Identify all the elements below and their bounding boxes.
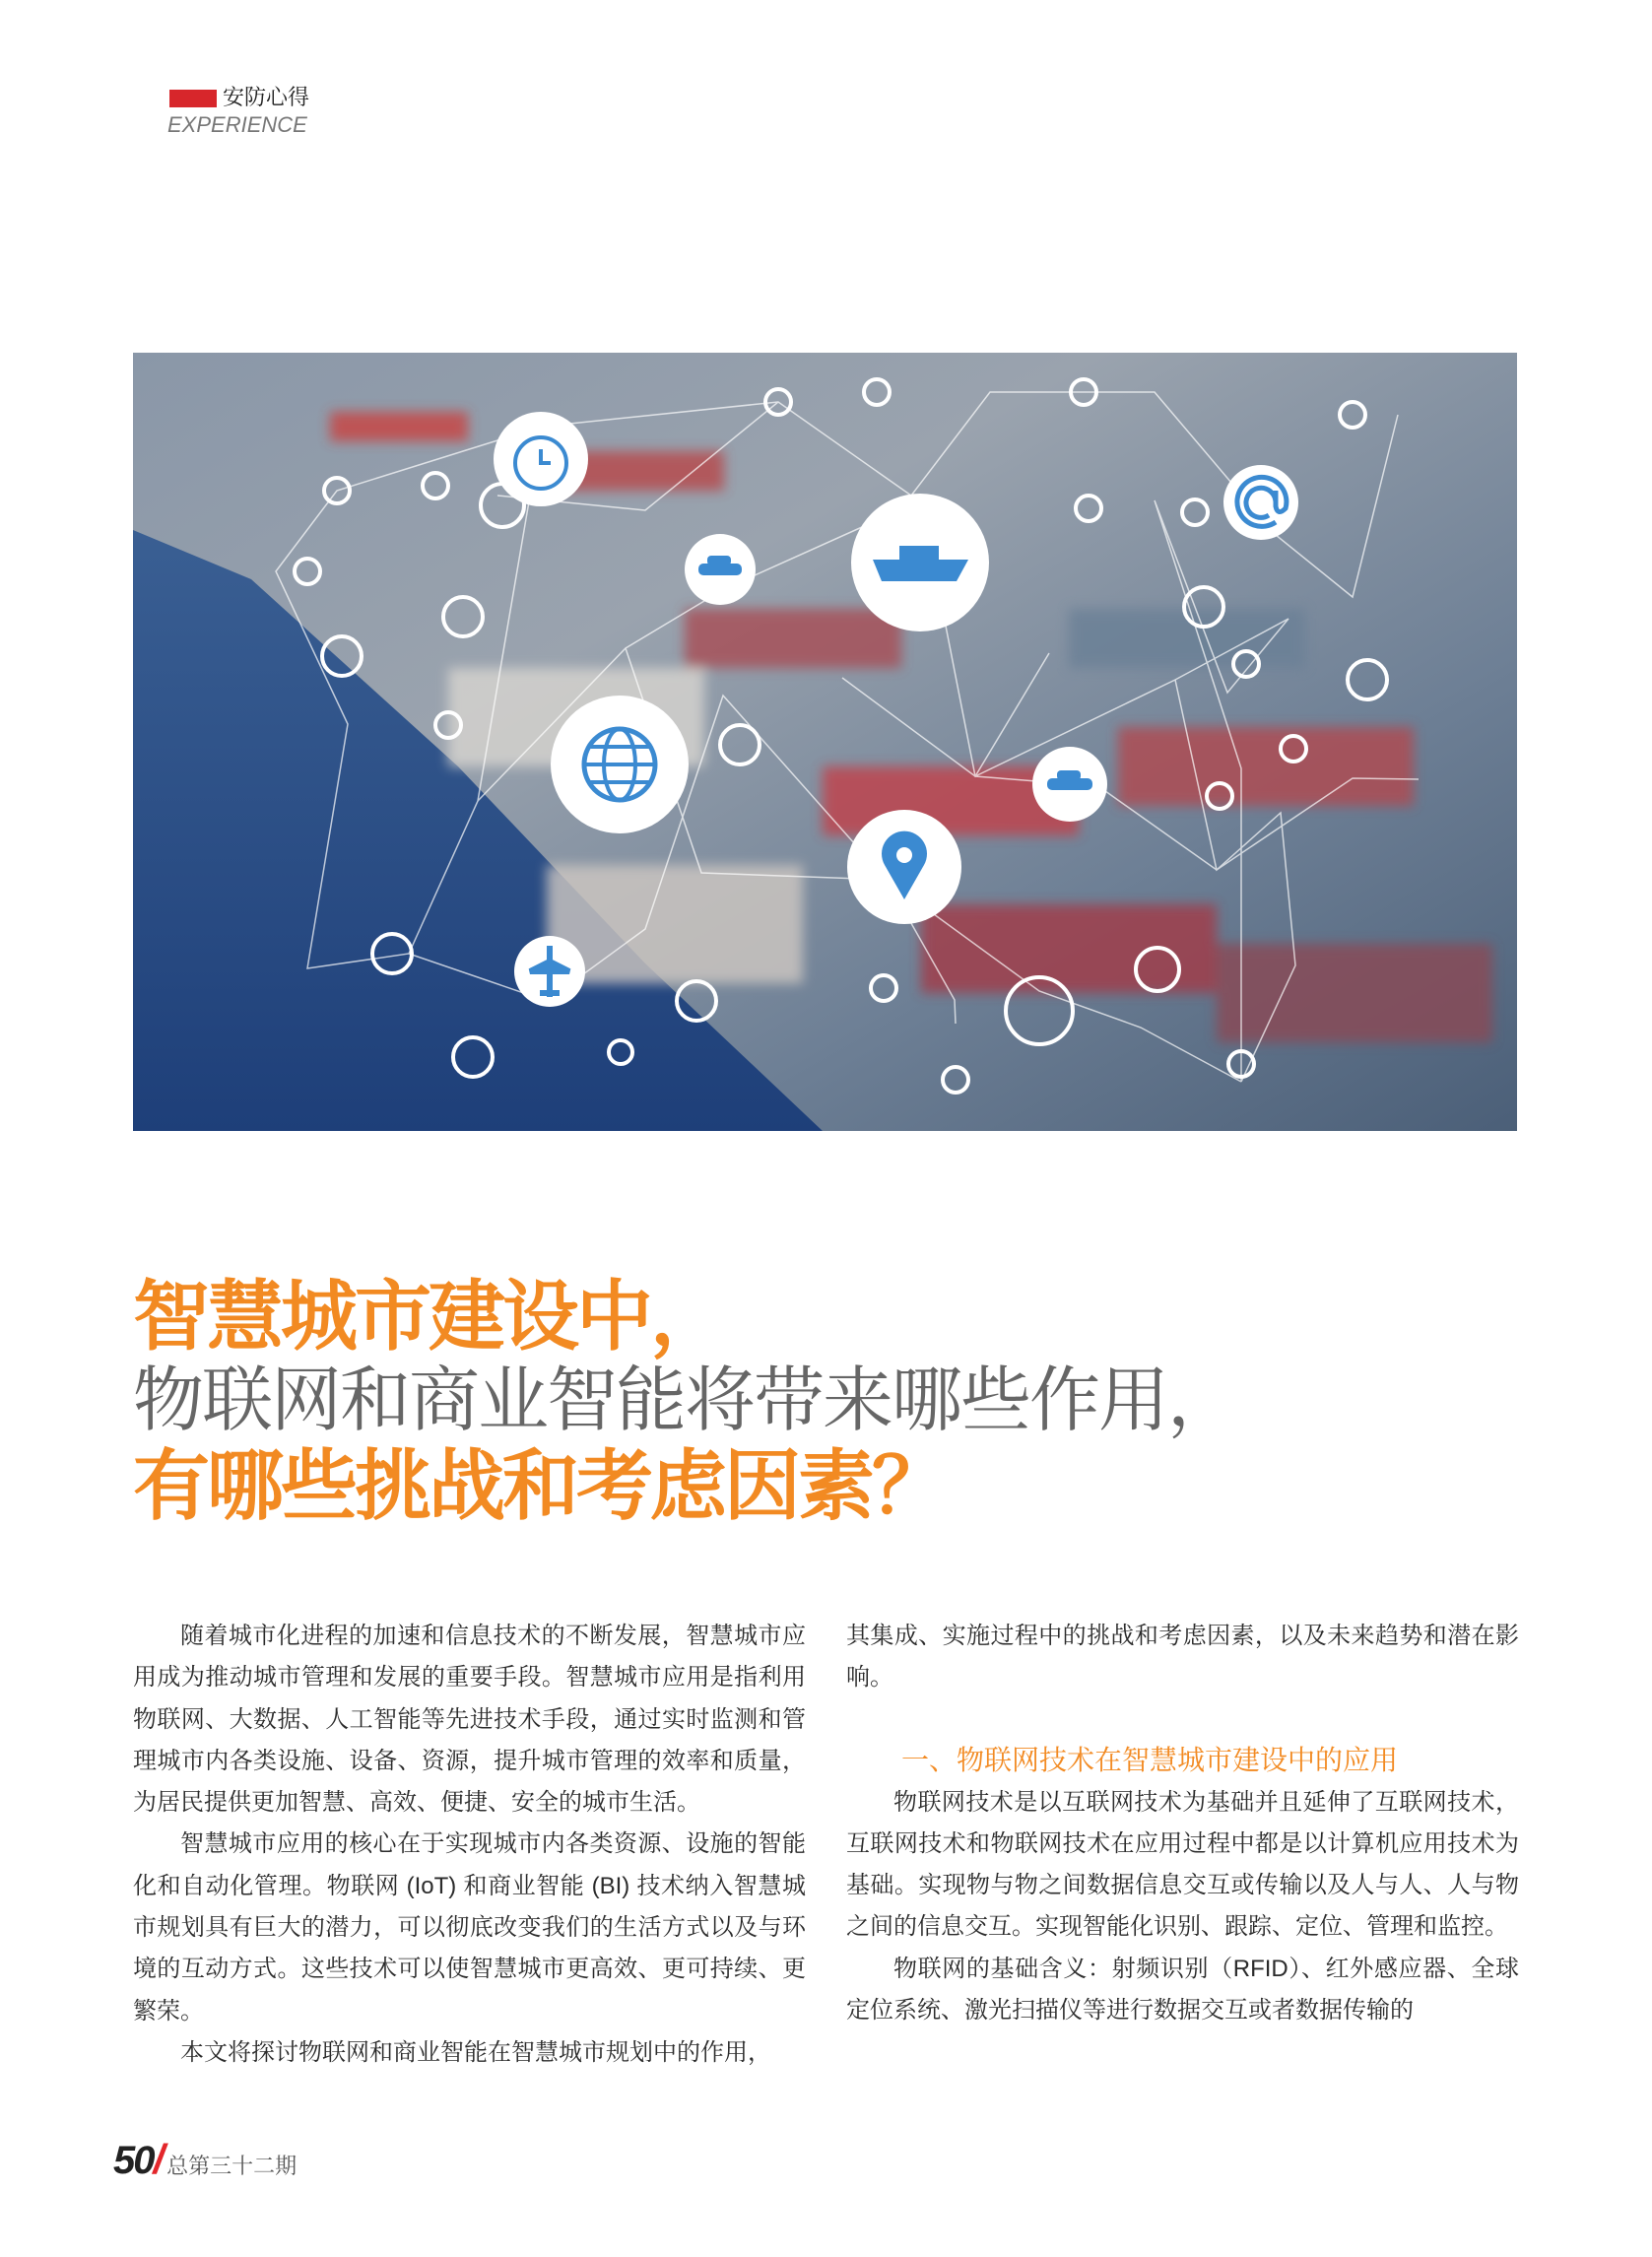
section-title-cn: 安防心得: [223, 85, 310, 109]
paragraph: 智慧城市应用的核心在于实现城市内各类资源、设施的智能化和自动化管理。物联网 (IoT) 和商业智能 (BI) 技术纳入智慧城市规划具有巨大的潜力，可以彻底改变我们的生活方式以及与环境的互动方式。这些技术可以使智慧城市更高效、更可持续、更繁荣。: [133, 1830, 806, 2025]
issue-label: 总第三十二期: [166, 2154, 297, 2178]
car-icon: [1032, 747, 1107, 822]
paragraph-continued: 其集成、实施过程中的挑战和考虑因素，以及未来趋势和潜在影响。: [846, 1623, 1519, 1692]
article-title: [133, 1273, 1512, 1529]
title-line-3: 有哪些挑战和考虑因素？: [133, 1442, 947, 1529]
page-footer: [113, 2136, 297, 2193]
page-number: 50: [113, 2139, 154, 2182]
body-column-left: [133, 1616, 806, 2074]
alarm-clock-icon: [494, 412, 588, 506]
airplane-icon: [514, 936, 585, 1007]
title-line-2: 物联网和商业智能将带来哪些作用，: [133, 1361, 1237, 1440]
section-red-bar: [169, 90, 217, 107]
paragraph: 物联网技术是以互联网技术为基础并且延伸了互联网技术，互联网技术和物联网技术在应用过程中都是以计算机应用技术为基础。实现物与物之间数据信息交互或传输以及人与人、人与物之间的信息交互。实现智能化识别、跟踪、定位、管理和监控。: [846, 1788, 1519, 1941]
slash-divider: /: [153, 2136, 165, 2182]
hero-image: [133, 353, 1517, 1131]
globe-icon: [551, 696, 689, 833]
title-line-1: 智慧城市建设中，: [133, 1273, 725, 1360]
body-column-right: [846, 1616, 1519, 2031]
location-pin-icon: [847, 810, 961, 924]
at-sign-icon: [1223, 465, 1298, 540]
section-heading: 一、物联网技术在智慧城市建设中的应用: [901, 1744, 1399, 1775]
ship-icon: [851, 494, 989, 631]
car-icon: [685, 534, 756, 605]
section-header: [167, 85, 364, 144]
paragraph: 物联网的基础含义：射频识别（RFID）、红外感应器、全球定位系统、激光扫描仪等进行数据交互或者数据传输的: [846, 1955, 1519, 2025]
paragraph: 本文将探讨物联网和商业智能在智慧城市规划中的作用，: [180, 2038, 771, 2066]
section-title-en: EXPERIENCE: [167, 112, 307, 137]
paragraph: 随着城市化进程的加速和信息技术的不断发展，智慧城市应用成为推动城市管理和发展的重要手段。智慧城市应用是指利用物联网、大数据、人工智能等先进技术手段，通过实时监测和管理城市内各类设施、设备、资源，提升城市管理的效率和质量，为居民提供更加智慧、高效、便捷、安全的城市生活。: [133, 1623, 806, 1817]
